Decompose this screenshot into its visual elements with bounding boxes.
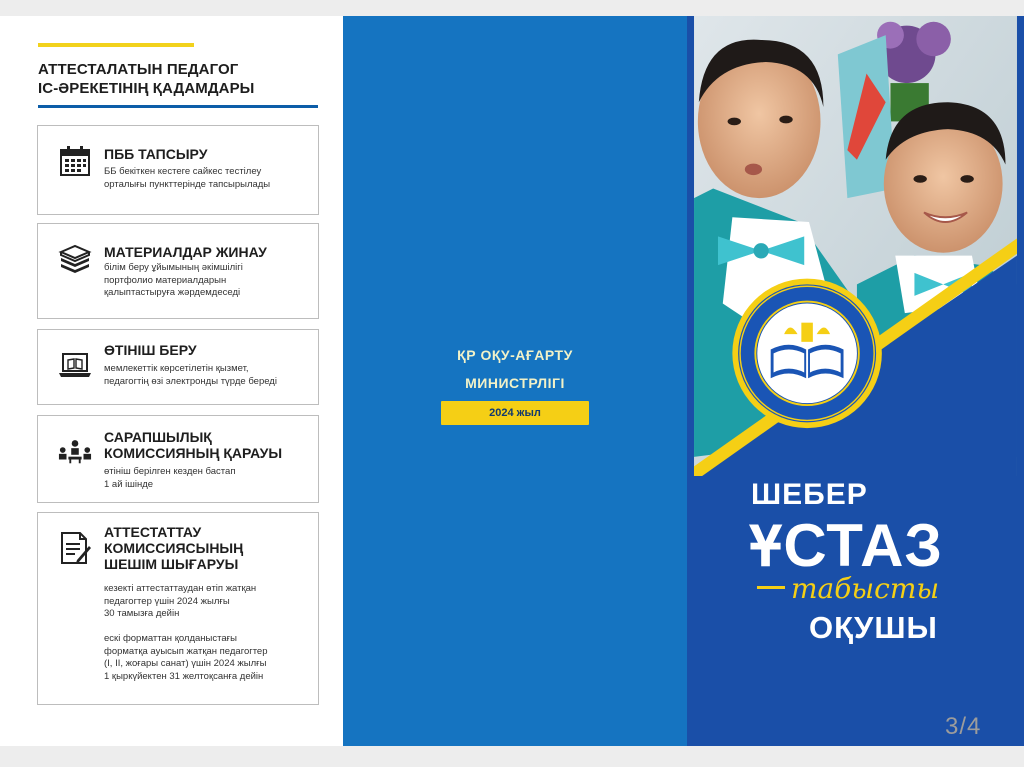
step-title: ПББ ТАПСЫРУ	[104, 146, 208, 162]
headline-line-3: табысты	[791, 572, 940, 605]
step-card	[37, 223, 319, 319]
step-title: МАТЕРИАЛДАР ЖИНАУ	[104, 244, 267, 260]
page-indicator: 3/4	[945, 713, 982, 740]
step-card	[37, 415, 319, 503]
ministry-panel	[343, 16, 687, 746]
headline-line-4: ОҚУШЫ	[809, 610, 938, 645]
step-title: АТТЕСТАТТАУ КОМИССИЯСЫНЫҢ ШЕШІМ ШЫҒАРУЫ	[104, 524, 244, 572]
step-title: ӨТІНІШ БЕРУ	[104, 342, 197, 358]
committee-icon	[58, 434, 92, 468]
steps-panel-title: АТТЕСТАЛАТЫН ПЕДАГОГ ІС-ӘРЕКЕТІНІҢ ҚАДАМДАРЫ	[38, 61, 255, 97]
steps-panel	[0, 16, 343, 746]
step-description: ББ бекіткен кестеге сайкес тестілеу орталығы пункттерінде тапсырылады	[104, 166, 271, 190]
title-underline	[38, 105, 318, 108]
step-title: САРАПШЫЛЫҚ КОМИССИЯНЫҢ ҚАРАУЫ	[104, 429, 283, 461]
laptop-icon	[58, 348, 92, 382]
calendar-icon	[58, 144, 92, 178]
step-card	[37, 512, 319, 705]
headline-dash	[757, 586, 785, 589]
students-photo	[687, 16, 1024, 476]
step-card	[37, 329, 319, 405]
step-card	[37, 125, 319, 215]
step-description: өтініш берілген кезден бастап 1 ай ішінде	[104, 466, 236, 490]
ministry-title: ҚР ОҚУ-АҒАРТУ МИНИСТРЛІГІ	[457, 347, 573, 391]
document-icon	[58, 531, 92, 565]
headline-line-2: ҰСТАЗ	[749, 512, 943, 579]
step-description: кезекті аттестаттаудан өтіп жатқан педагогтер үшін 2024 жылғы 30 тамызға дейін ескі форматтан қолданыстағы форматқа ауысып жатқан педагогтер (І, ІІ, жоғары санат) үшін 2024 жылғы 1 қыркүйектен 31 желтоқсанға дейін	[104, 583, 268, 682]
step-description: мемлекеттік көрсетілетін қызмет, педагогтің өзі электронды түрде береді	[104, 363, 277, 387]
cover-panel	[687, 16, 1024, 746]
ministry-seal	[732, 279, 882, 429]
brochure-spread	[0, 16, 1024, 746]
accent-bar	[38, 43, 194, 47]
headline-line-1: ШЕБЕР	[751, 478, 868, 511]
step-description: білім беру ұйымының әкімшілігі портфолио материалдарын қалыптастыруға жәрдемдеседі	[104, 262, 243, 298]
year-badge: 2024 жыл	[441, 401, 589, 425]
books-icon	[58, 242, 92, 276]
